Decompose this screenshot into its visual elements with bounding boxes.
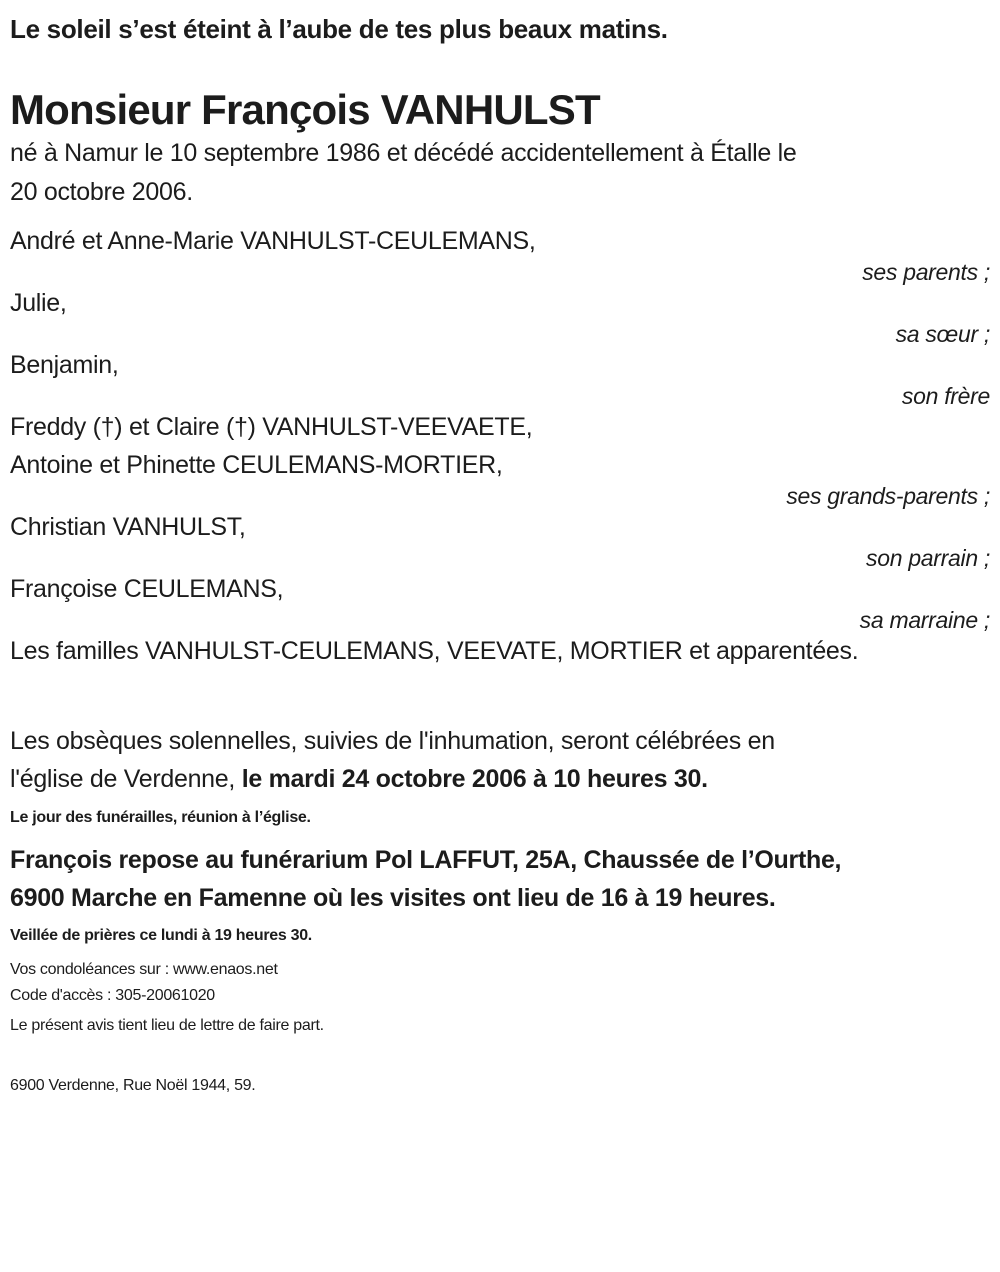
families-line: Les familles VANHULST-CEULEMANS, VEEVATE, MORTIER et apparentées. [10, 637, 859, 665]
relatives-list [10, 222, 990, 670]
birth-death-line-1: né à Namur le 10 septembre 1986 et décédé accidentellement à Étalle le [10, 139, 797, 167]
relative-names: Antoine et Phinette CEULEMANS-MORTIER, [10, 451, 503, 479]
funeral-home-paragraph [10, 841, 990, 917]
relative-relation: ses grands-parents ; [786, 483, 990, 509]
access-code-label: Code d'accès : [10, 987, 116, 1004]
church-meeting-line: Le jour des funérailles, réunion à l’église. [10, 809, 311, 826]
birth-death-paragraph [10, 134, 990, 212]
relative-names: Freddy (†) et Claire (†) VANHULST-VEEVAETE, [10, 413, 533, 441]
access-code-line [10, 987, 990, 1005]
birth-death-line-2: 20 octobre 2006. [10, 178, 193, 206]
relative-row-grandparents [10, 408, 990, 508]
funeral-service-paragraph [10, 722, 990, 798]
prayer-vigil-line: Veillée de prières ce lundi à 19 heures 30. [10, 927, 312, 944]
funeral-home-line-2: 6900 Marche en Famenne où les visites ont lieu de 16 à 19 heures. [10, 884, 776, 912]
address-line: 6900 Verdenne, Rue Noël 1944, 59. [10, 1077, 256, 1094]
relative-relation: ses parents ; [862, 259, 990, 285]
relative-names: Julie, [10, 289, 67, 317]
epitaph-line: Le soleil s’est éteint à l’aube de tes plus beaux matins. [10, 14, 668, 44]
condolences-label: Vos condoléances sur : [10, 961, 173, 978]
relative-relation: son frère [901, 383, 990, 409]
deceased-name-title: Monsieur François VANHULST [10, 86, 600, 133]
condolences-line [10, 961, 990, 979]
relative-row-godmother [10, 570, 990, 632]
funeral-service-line-2 [10, 760, 990, 798]
relative-names: Françoise CEULEMANS, [10, 575, 284, 603]
funeral-service-location: l'église de Verdenne, [10, 765, 242, 793]
relative-relation: son parrain ; [866, 545, 990, 571]
relative-row-godfather [10, 508, 990, 570]
access-code-value: 305-20061020 [115, 987, 215, 1004]
funeral-service-datetime: le mardi 24 octobre 2006 à 10 heures 30. [241, 765, 708, 793]
relative-row-brother [10, 346, 990, 408]
condolences-website: www.enaos.net [172, 961, 278, 978]
relative-relation: sa marraine ; [859, 607, 990, 633]
legal-notice-line: Le présent avis tient lieu de lettre de faire part. [10, 1017, 324, 1034]
relative-row-parents [10, 222, 990, 284]
funeral-home-line-1: François repose au funérarium Pol LAFFUT, 25A, Chaussée de l’Ourthe, [10, 846, 842, 874]
relative-names: André et Anne-Marie VANHULST-CEULEMANS, [10, 227, 536, 255]
funeral-service-line-1: Les obsèques solennelles, suivies de l'inhumation, seront célébrées en [10, 727, 775, 755]
relative-names: Benjamin, [10, 351, 119, 379]
relative-relation: sa sœur ; [895, 321, 990, 347]
relative-row-sister [10, 284, 990, 346]
relative-names: Christian VANHULST, [10, 513, 246, 541]
